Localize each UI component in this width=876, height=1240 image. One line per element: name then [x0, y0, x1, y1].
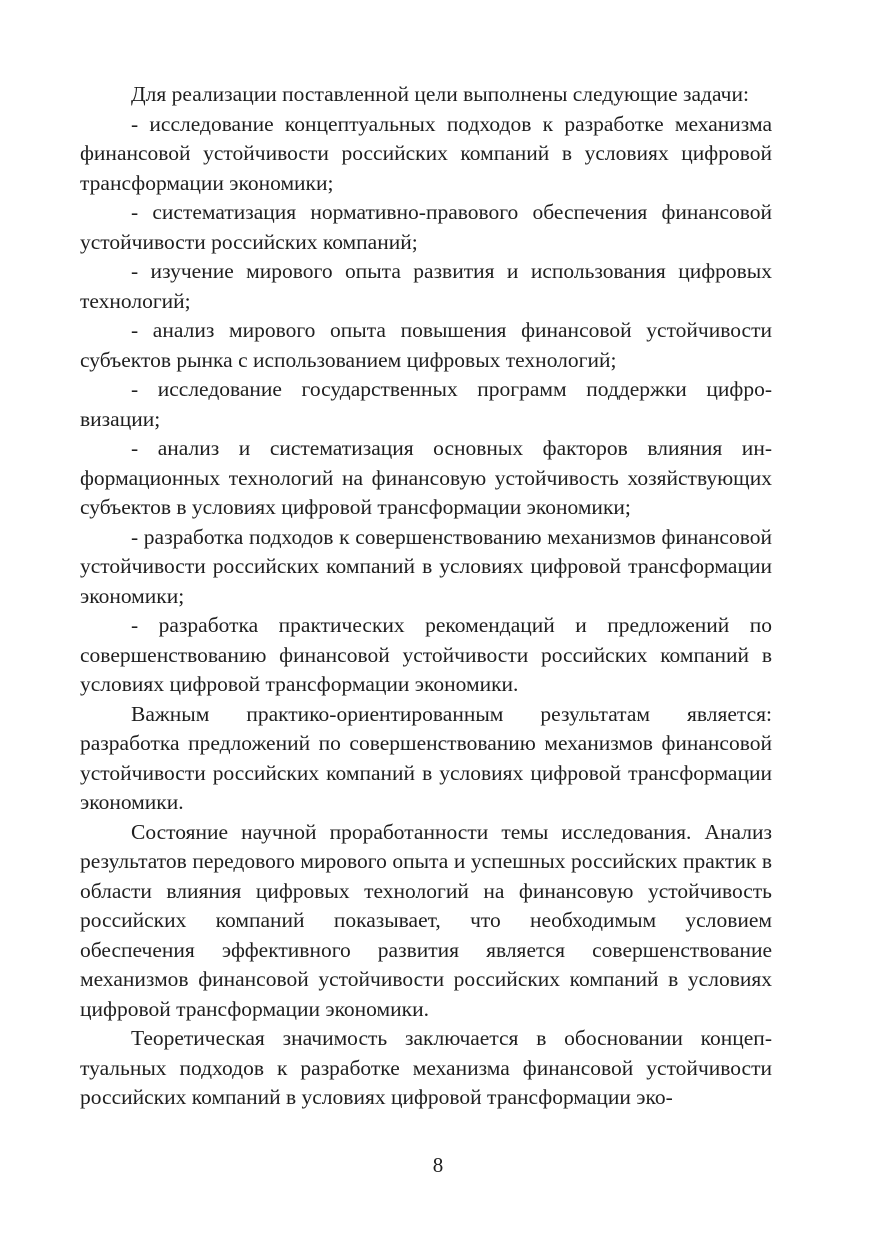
task-item-recommendations: - разработка практических рекомендаций и предложений по совершенствованию финансовой устойчивости российских компаний в условиях цифровой трансформации экономики. [80, 613, 772, 696]
page-body [80, 80, 772, 1113]
task-item-regulation: - систематизация нормативно-правового обеспечения финансовой устойчивости российских компаний; [80, 200, 772, 254]
task-item-stability-analysis: - анализ мирового опыта повышения финансовой устойчивости субъектов рынка с использованием цифровых технологий; [80, 318, 772, 372]
page-number: 8 [432, 1153, 444, 1177]
task-item-factors: - анализ и систематизация основных факторов влияния информационных технологий на финансовую устойчивость хозяйствующих субъектов в условиях цифровой трансформации экономики; [80, 436, 772, 519]
paragraph-intro-tasks: Для реализации поставленной цели выполнены следующие задачи: [131, 82, 749, 106]
paragraph-theoretical-significance: Теоретическая значимость заключается в обосновании концептуальных подходов к разработке механизма финансовой устойчивости российских компаний в условиях цифровой трансформации эко- [80, 1026, 772, 1109]
task-item-approaches: - разработка подходов к совершенствованию механизмов финансовой устойчивости российских компаний в условиях цифровой трансформации экономики; [80, 524, 772, 608]
task-item-state-programs: - исследование государственных программ поддержки цифровизации; [80, 377, 772, 431]
paragraph-practical-results: Важным практико-ориентированным результатам является: разработка предложений по совершенствованию механизмов финансовой устойчивости российских компаний в условиях цифровой трансформации экономики. [80, 701, 772, 814]
paragraph-research-state: Состояние научной проработанности темы исследования. Анализ результатов передового мирового опыта и успешных российских практик в области влияния цифровых технологий на финансовую устойчивость российских компаний показывает, что необходимым условием обеспечения эффективного развития является совершенствование механизмов финансовой устойчивости российских компаний в условиях цифровой трансформации экономики. [80, 819, 772, 1021]
task-item-concepts: - исследование концептуальных подходов к разработке механизма финансовой устойчивости российских компаний в условиях цифровой трансформации экономики; [80, 111, 772, 195]
task-item-world-experience: - изучение мирового опыта развития и использования цифровых технологий; [80, 259, 772, 313]
